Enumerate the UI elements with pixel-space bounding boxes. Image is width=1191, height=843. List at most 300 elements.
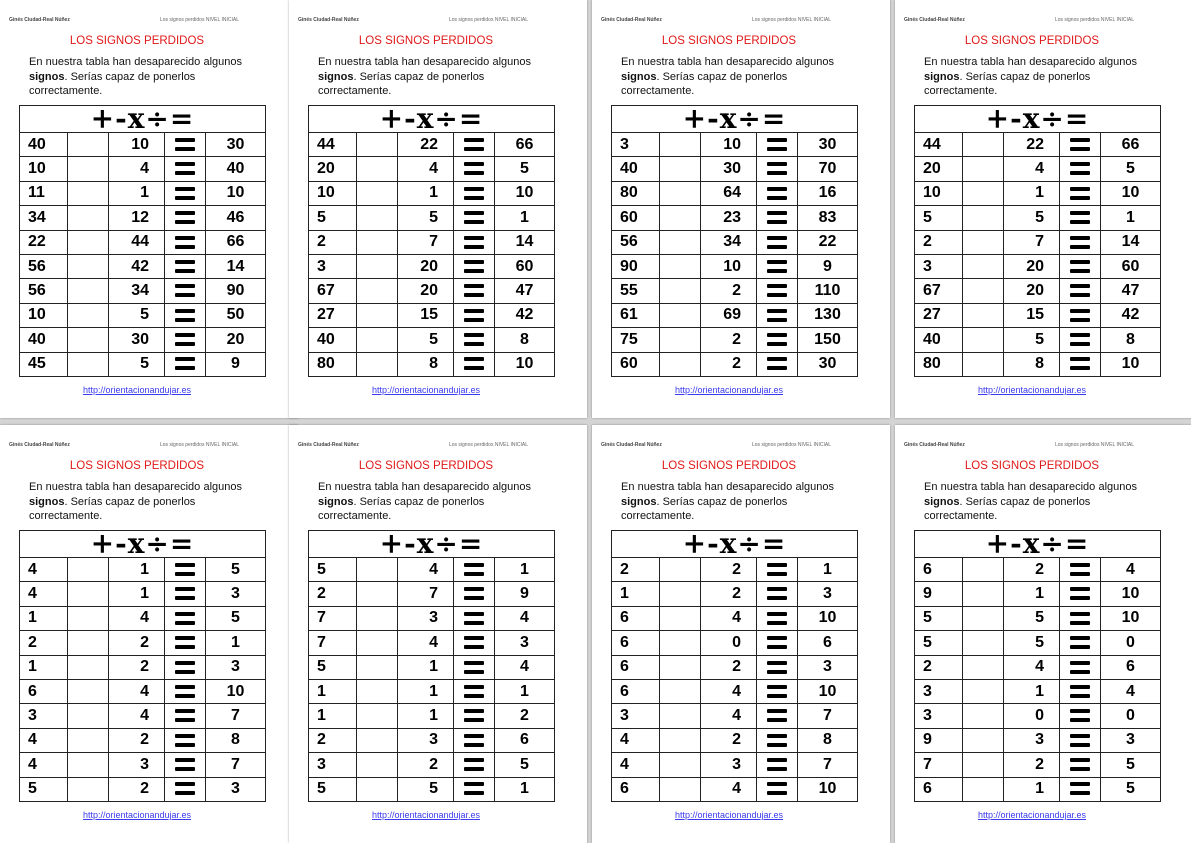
operand-a: 3 <box>20 704 68 728</box>
operand-b: 10 <box>701 254 757 278</box>
worksheet-title: LOS SIGNOS PERDIDOS <box>358 460 494 472</box>
operand-a: 10 <box>20 157 68 181</box>
operand-b: 4 <box>109 157 165 181</box>
result: 20 <box>206 328 266 352</box>
equals-icon <box>175 283 195 298</box>
equals-cell <box>1060 206 1101 230</box>
operand-a: 5 <box>915 606 963 630</box>
operand-b: 8 <box>1004 352 1060 376</box>
equals-icon <box>175 259 195 274</box>
missing-sign-cell[interactable] <box>357 606 398 630</box>
missing-sign-cell[interactable] <box>660 631 701 655</box>
result: 9 <box>495 582 555 606</box>
result: 10 <box>206 679 266 703</box>
missing-sign-cell[interactable] <box>963 582 1004 606</box>
missing-sign-cell[interactable] <box>357 352 398 376</box>
signs-table <box>914 102 1161 377</box>
equals-icon <box>1070 259 1090 274</box>
missing-sign-cell[interactable] <box>357 133 398 157</box>
operand-b: 0 <box>1004 704 1060 728</box>
result: 2 <box>495 704 555 728</box>
missing-sign-cell[interactable] <box>660 352 701 376</box>
table-row <box>915 655 1161 679</box>
equals-cell <box>165 582 206 606</box>
equals-cell <box>165 631 206 655</box>
operand-a: 45 <box>20 352 68 376</box>
table-row <box>915 181 1161 205</box>
operand-b: 30 <box>701 157 757 181</box>
instructions-bold: signos <box>29 495 65 508</box>
site-link[interactable]: http://orientacionandujar.es <box>674 385 784 395</box>
missing-sign-cell[interactable] <box>357 679 398 703</box>
result: 8 <box>1101 328 1161 352</box>
equals-icon <box>767 235 787 250</box>
equals-cell <box>1060 582 1101 606</box>
operand-b: 4 <box>1004 157 1060 181</box>
operand-a: 2 <box>309 582 357 606</box>
signs-table <box>19 527 266 802</box>
missing-sign-cell[interactable] <box>68 558 109 582</box>
equals-icon <box>175 733 195 748</box>
instructions-line3: correctamente. <box>318 85 392 97</box>
equals-cell <box>1060 655 1101 679</box>
operand-b: 3 <box>109 753 165 777</box>
missing-sign-cell[interactable] <box>963 606 1004 630</box>
operand-b: 4 <box>1004 655 1060 679</box>
equals-icon <box>464 235 484 250</box>
result: 6 <box>1101 655 1161 679</box>
operand-a: 4 <box>612 728 660 752</box>
equals-cell <box>757 777 798 801</box>
missing-sign-cell[interactable] <box>68 328 109 352</box>
operand-b: 20 <box>1004 254 1060 278</box>
site-link[interactable]: http://orientacionandujar.es <box>674 810 784 820</box>
table-row <box>20 133 266 157</box>
missing-sign-cell[interactable] <box>357 328 398 352</box>
missing-sign-cell[interactable] <box>357 704 398 728</box>
table-row <box>915 352 1161 376</box>
missing-sign-cell[interactable] <box>68 279 109 303</box>
equals-cell <box>165 679 206 703</box>
operand-a: 9 <box>915 728 963 752</box>
equals-cell <box>757 655 798 679</box>
table-row <box>20 558 266 582</box>
missing-sign-cell[interactable] <box>963 558 1004 582</box>
table-row <box>20 157 266 181</box>
equals-icon <box>464 562 484 577</box>
missing-sign-cell[interactable] <box>660 704 701 728</box>
equals-cell <box>757 631 798 655</box>
result: 90 <box>206 279 266 303</box>
result: 1 <box>495 679 555 703</box>
header-author: Ginés Ciudad-Real Núñez <box>9 17 70 23</box>
missing-sign-cell[interactable] <box>660 753 701 777</box>
operand-b: 5 <box>109 352 165 376</box>
operand-a: 1 <box>20 606 68 630</box>
missing-sign-cell[interactable] <box>68 206 109 230</box>
equals-cell <box>757 558 798 582</box>
operand-b: 2 <box>109 631 165 655</box>
instructions-line3: correctamente. <box>29 510 103 522</box>
missing-sign-cell[interactable] <box>660 133 701 157</box>
missing-sign-cell[interactable] <box>357 157 398 181</box>
missing-sign-cell[interactable] <box>963 753 1004 777</box>
equals-icon <box>464 186 484 201</box>
table-row <box>612 655 858 679</box>
operand-a: 7 <box>309 631 357 655</box>
operand-b: 2 <box>109 728 165 752</box>
instructions <box>621 55 834 99</box>
operand-b: 1 <box>398 679 454 703</box>
result: 10 <box>1101 181 1161 205</box>
missing-sign-cell[interactable] <box>357 753 398 777</box>
result: 10 <box>1101 606 1161 630</box>
table-row <box>915 328 1161 352</box>
result: 10 <box>1101 582 1161 606</box>
table-row <box>309 230 555 254</box>
missing-sign-cell[interactable] <box>68 679 109 703</box>
missing-sign-cell[interactable] <box>963 230 1004 254</box>
missing-sign-cell[interactable] <box>68 631 109 655</box>
missing-sign-cell[interactable] <box>963 181 1004 205</box>
result: 7 <box>798 704 858 728</box>
operand-b: 1 <box>109 582 165 606</box>
result: 66 <box>1101 133 1161 157</box>
equals-cell <box>454 655 495 679</box>
result: 8 <box>798 728 858 752</box>
result: 5 <box>1101 157 1161 181</box>
header-author: Ginés Ciudad-Real Núñez <box>298 442 359 448</box>
equals-icon <box>464 781 484 796</box>
operand-a: 3 <box>309 254 357 278</box>
table-row <box>20 230 266 254</box>
equals-cell <box>757 582 798 606</box>
equals-cell <box>454 303 495 327</box>
result: 9 <box>206 352 266 376</box>
table-row <box>309 753 555 777</box>
operand-b: 2 <box>701 558 757 582</box>
missing-sign-cell[interactable] <box>963 777 1004 801</box>
table-row <box>915 606 1161 630</box>
equals-icon <box>175 684 195 699</box>
table-row <box>612 753 858 777</box>
missing-sign-cell[interactable] <box>68 753 109 777</box>
equals-icon <box>175 562 195 577</box>
result: 4 <box>1101 558 1161 582</box>
operand-b: 5 <box>398 206 454 230</box>
table-row <box>915 753 1161 777</box>
missing-sign-cell[interactable] <box>660 679 701 703</box>
result: 5 <box>1101 777 1161 801</box>
missing-sign-cell[interactable] <box>660 254 701 278</box>
missing-sign-cell[interactable] <box>357 230 398 254</box>
site-link[interactable]: http://orientacionandujar.es <box>82 810 192 820</box>
missing-sign-cell[interactable] <box>963 328 1004 352</box>
operand-a: 56 <box>20 254 68 278</box>
missing-sign-cell[interactable] <box>357 303 398 327</box>
missing-sign-cell[interactable] <box>660 582 701 606</box>
missing-sign-cell[interactable] <box>963 679 1004 703</box>
missing-sign-cell[interactable] <box>357 777 398 801</box>
operand-a: 60 <box>612 352 660 376</box>
result: 42 <box>495 303 555 327</box>
site-link[interactable]: http://orientacionandujar.es <box>371 810 481 820</box>
missing-sign-cell[interactable] <box>68 777 109 801</box>
equals-cell <box>1060 352 1101 376</box>
equals-cell <box>454 181 495 205</box>
missing-sign-cell[interactable] <box>68 582 109 606</box>
header-author: Ginés Ciudad-Real Núñez <box>298 17 359 23</box>
operand-b: 1 <box>1004 679 1060 703</box>
equals-icon <box>767 635 787 650</box>
equals-cell <box>165 728 206 752</box>
missing-sign-cell[interactable] <box>963 254 1004 278</box>
instructions <box>621 480 834 524</box>
table-row <box>309 157 555 181</box>
operand-b: 4 <box>398 631 454 655</box>
missing-sign-cell[interactable] <box>357 728 398 752</box>
table-row <box>20 631 266 655</box>
missing-sign-cell[interactable] <box>963 157 1004 181</box>
result: 110 <box>798 279 858 303</box>
equals-cell <box>454 728 495 752</box>
table-row <box>915 133 1161 157</box>
missing-sign-cell[interactable] <box>68 157 109 181</box>
operand-b: 1 <box>1004 777 1060 801</box>
result: 50 <box>206 303 266 327</box>
signs-header: +-x÷= <box>20 531 266 558</box>
operand-a: 6 <box>915 558 963 582</box>
result: 10 <box>798 679 858 703</box>
operand-b: 4 <box>701 704 757 728</box>
equals-cell <box>165 206 206 230</box>
instructions-line2: . Serías capaz de ponerlos <box>64 70 196 83</box>
header-author: Ginés Ciudad-Real Núñez <box>601 17 662 23</box>
missing-sign-cell[interactable] <box>660 279 701 303</box>
equals-cell <box>757 230 798 254</box>
missing-sign-cell[interactable] <box>68 133 109 157</box>
result: 5 <box>206 558 266 582</box>
worksheet-page <box>0 425 298 843</box>
result: 3 <box>798 655 858 679</box>
operand-b: 5 <box>1004 631 1060 655</box>
result: 30 <box>206 133 266 157</box>
operand-a: 44 <box>915 133 963 157</box>
result: 30 <box>798 352 858 376</box>
result: 7 <box>206 753 266 777</box>
operand-a: 6 <box>20 679 68 703</box>
signs-table <box>611 527 858 802</box>
missing-sign-cell[interactable] <box>963 279 1004 303</box>
table-row <box>612 303 858 327</box>
missing-sign-cell[interactable] <box>660 181 701 205</box>
missing-sign-cell[interactable] <box>963 631 1004 655</box>
missing-sign-cell[interactable] <box>660 230 701 254</box>
instructions-line1: En nuestra tabla han desaparecido algunos <box>924 481 1137 493</box>
equals-cell <box>1060 606 1101 630</box>
missing-sign-cell[interactable] <box>963 704 1004 728</box>
equals-cell <box>1060 704 1101 728</box>
site-link[interactable]: http://orientacionandujar.es <box>977 810 1087 820</box>
instructions-line2: . Serías capaz de ponerlos <box>656 70 788 83</box>
missing-sign-cell[interactable] <box>357 655 398 679</box>
table-row <box>915 728 1161 752</box>
missing-sign-cell[interactable] <box>963 352 1004 376</box>
operand-b: 4 <box>398 558 454 582</box>
instructions <box>924 480 1137 524</box>
equals-icon <box>175 781 195 796</box>
equals-cell <box>757 753 798 777</box>
equals-cell <box>1060 328 1101 352</box>
result: 8 <box>495 328 555 352</box>
missing-sign-cell[interactable] <box>68 352 109 376</box>
operand-a: 55 <box>612 279 660 303</box>
operand-b: 1 <box>1004 181 1060 205</box>
signs-table <box>914 527 1161 802</box>
equals-cell <box>1060 631 1101 655</box>
site-link[interactable]: http://orientacionandujar.es <box>82 385 192 395</box>
missing-sign-cell[interactable] <box>660 303 701 327</box>
worksheet-page <box>895 425 1191 843</box>
signs-header: +-x÷= <box>612 531 858 558</box>
equals-icon <box>175 586 195 601</box>
instructions-line2: . Serías capaz de ponerlos <box>64 495 196 508</box>
table-row <box>612 328 858 352</box>
instructions-line1: En nuestra tabla han desaparecido algunos <box>621 56 834 68</box>
result: 14 <box>1101 230 1161 254</box>
table-row <box>20 206 266 230</box>
result: 5 <box>206 606 266 630</box>
table-row <box>20 753 266 777</box>
operand-b: 4 <box>109 704 165 728</box>
operand-b: 69 <box>701 303 757 327</box>
equals-cell <box>165 655 206 679</box>
table-row <box>20 303 266 327</box>
operand-b: 2 <box>701 352 757 376</box>
signs-table <box>308 102 555 377</box>
missing-sign-cell[interactable] <box>68 655 109 679</box>
operand-a: 10 <box>915 181 963 205</box>
operand-a: 7 <box>309 606 357 630</box>
result: 66 <box>495 133 555 157</box>
missing-sign-cell[interactable] <box>68 728 109 752</box>
equals-cell <box>454 328 495 352</box>
operand-b: 34 <box>109 279 165 303</box>
table-row <box>20 777 266 801</box>
missing-sign-cell[interactable] <box>660 728 701 752</box>
operand-a: 6 <box>612 777 660 801</box>
equals-cell <box>1060 753 1101 777</box>
table-row <box>612 157 858 181</box>
table-row <box>20 704 266 728</box>
missing-sign-cell[interactable] <box>660 206 701 230</box>
table-row <box>20 181 266 205</box>
table-row <box>915 582 1161 606</box>
equals-icon <box>767 356 787 371</box>
operand-b: 1 <box>398 655 454 679</box>
operand-b: 2 <box>109 655 165 679</box>
missing-sign-cell[interactable] <box>963 303 1004 327</box>
operand-a: 6 <box>612 679 660 703</box>
missing-sign-cell[interactable] <box>68 704 109 728</box>
operand-a: 34 <box>20 206 68 230</box>
missing-sign-cell[interactable] <box>357 279 398 303</box>
table-row <box>915 679 1161 703</box>
result: 1 <box>798 558 858 582</box>
missing-sign-cell[interactable] <box>660 655 701 679</box>
missing-sign-cell[interactable] <box>357 206 398 230</box>
operand-a: 6 <box>612 606 660 630</box>
result: 46 <box>206 206 266 230</box>
equals-cell <box>1060 728 1101 752</box>
equals-icon <box>175 186 195 201</box>
equals-cell <box>454 279 495 303</box>
missing-sign-cell[interactable] <box>963 728 1004 752</box>
operand-a: 3 <box>612 133 660 157</box>
table-row <box>309 728 555 752</box>
missing-sign-cell[interactable] <box>68 181 109 205</box>
missing-sign-cell[interactable] <box>68 606 109 630</box>
site-link[interactable]: http://orientacionandujar.es <box>977 385 1087 395</box>
operand-b: 1 <box>109 558 165 582</box>
missing-sign-cell[interactable] <box>660 328 701 352</box>
operand-b: 2 <box>701 279 757 303</box>
worksheet-page <box>592 0 890 418</box>
result: 10 <box>495 181 555 205</box>
result: 10 <box>495 352 555 376</box>
missing-sign-cell[interactable] <box>963 133 1004 157</box>
missing-sign-cell[interactable] <box>68 254 109 278</box>
equals-cell <box>1060 303 1101 327</box>
missing-sign-cell[interactable] <box>660 157 701 181</box>
operand-a: 5 <box>915 206 963 230</box>
missing-sign-cell[interactable] <box>963 206 1004 230</box>
missing-sign-cell[interactable] <box>357 181 398 205</box>
missing-sign-cell[interactable] <box>660 606 701 630</box>
operand-a: 67 <box>309 279 357 303</box>
result: 5 <box>495 753 555 777</box>
result: 7 <box>798 753 858 777</box>
missing-sign-cell[interactable] <box>68 303 109 327</box>
site-link[interactable]: http://orientacionandujar.es <box>371 385 481 395</box>
table-row <box>309 181 555 205</box>
worksheet-page <box>895 0 1191 418</box>
operand-b: 42 <box>109 254 165 278</box>
signs-header: +-x÷= <box>309 531 555 558</box>
operand-b: 8 <box>398 352 454 376</box>
operand-a: 5 <box>309 655 357 679</box>
missing-sign-cell[interactable] <box>357 631 398 655</box>
equals-icon <box>464 660 484 675</box>
equals-icon <box>767 611 787 626</box>
missing-sign-cell[interactable] <box>963 655 1004 679</box>
operand-a: 1 <box>612 582 660 606</box>
missing-sign-cell[interactable] <box>357 582 398 606</box>
missing-sign-cell[interactable] <box>660 777 701 801</box>
operand-a: 3 <box>309 753 357 777</box>
missing-sign-cell[interactable] <box>660 558 701 582</box>
missing-sign-cell[interactable] <box>357 558 398 582</box>
equals-icon <box>175 757 195 772</box>
missing-sign-cell[interactable] <box>357 254 398 278</box>
table-row <box>612 777 858 801</box>
operand-b: 3 <box>1004 728 1060 752</box>
table-row <box>20 328 266 352</box>
operand-a: 4 <box>20 753 68 777</box>
equals-cell <box>454 254 495 278</box>
equals-cell <box>454 206 495 230</box>
missing-sign-cell[interactable] <box>68 230 109 254</box>
